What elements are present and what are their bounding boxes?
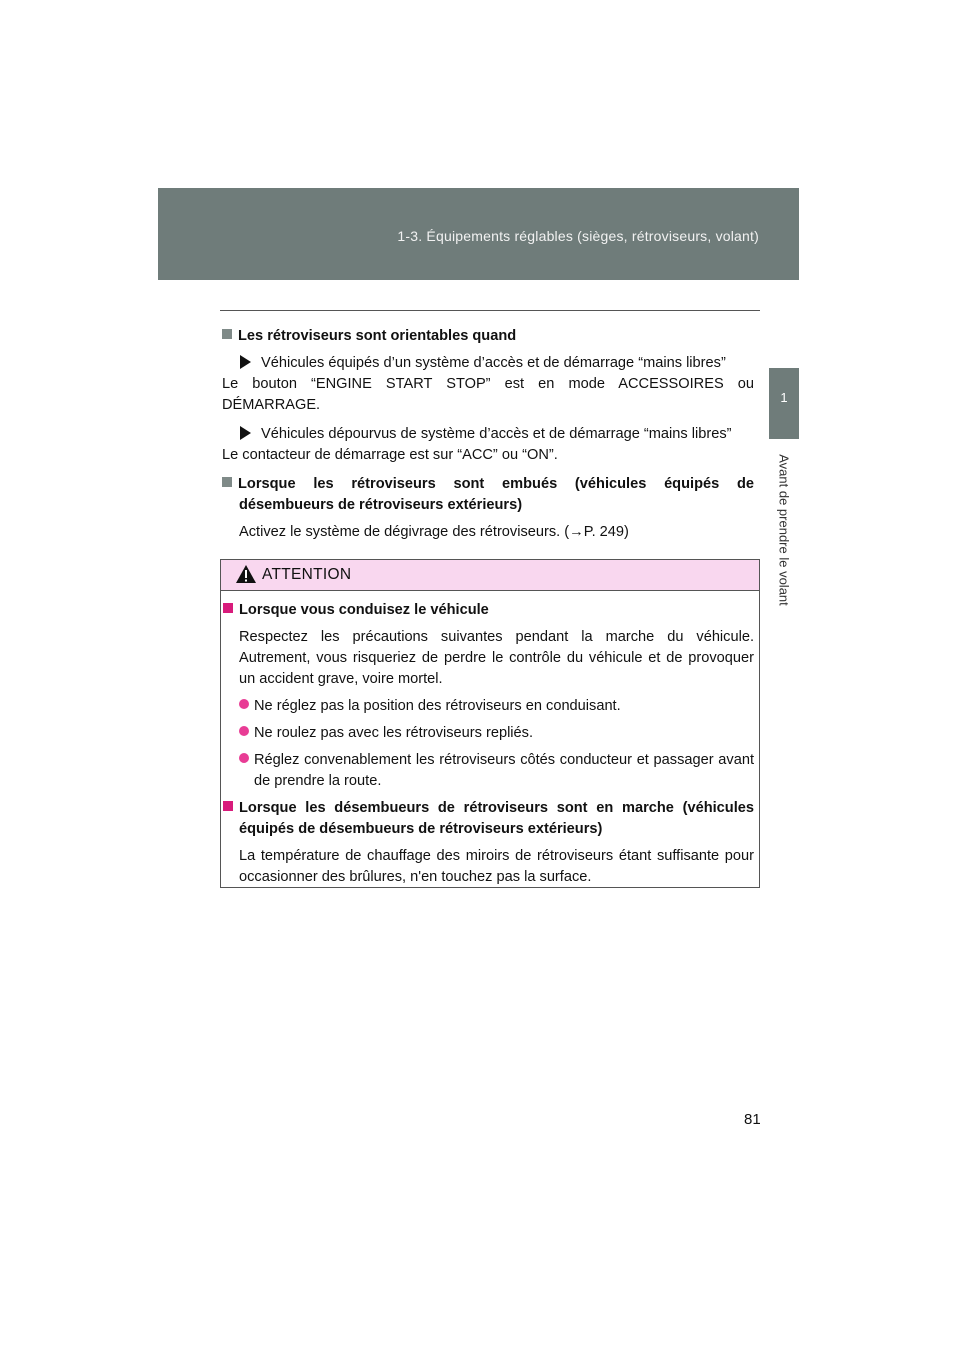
dot-bullet-icon: [239, 699, 249, 709]
attention-block1-text: Respectez les précautions suivantes pendant la marche du véhicule. Autrement, vous risqueriez de perdre le contrôle du véhicule et de provoquer un accident grave, voire mortel.: [239, 629, 754, 687]
section2-text: Activez le système de dégivrage des rétroviseurs. (→P. 249): [239, 524, 629, 540]
chapter-number: 1: [780, 390, 788, 405]
chapter-title: Avant de prendre le volant: [776, 454, 792, 606]
item2-label: Véhicules dépourvus de système d’accès et de démarrage “mains libres”: [222, 424, 754, 445]
divider: [220, 310, 760, 311]
attention-bullet: Réglez convenablement les rétroviseurs côtés conducteur et passager avant de prendre la route.: [223, 750, 754, 792]
triangle-bullet-icon: [240, 355, 251, 369]
dot-bullet-icon: [239, 726, 249, 736]
attention-body: [223, 600, 754, 894]
attention-bullet: Ne réglez pas la position des rétroviseurs en conduisant.: [223, 696, 754, 717]
attention-block2-heading: Lorsque les désembueurs de rétroviseurs sont en marche (véhicules équipés de désembueurs de rétroviseurs extérieurs): [223, 798, 754, 840]
item1-label: Véhicules équipés d’un système d’accès et de démarrage “mains libres”: [222, 353, 754, 374]
triangle-bullet-icon: [240, 426, 251, 440]
section1-heading: Les rétroviseurs sont orientables quand: [222, 326, 754, 347]
attention-header: [221, 560, 759, 591]
attention-block2-text: La température de chauffage des miroirs de rétroviseurs étant suffisante pour occasionner des brûlures, n'en touchez pas la surface.: [239, 848, 754, 885]
section-title: 1-3. Équipements réglables (sièges, rétroviseurs, volant): [397, 228, 759, 244]
square-bullet-icon: [222, 477, 232, 487]
chapter-tab: [769, 368, 799, 439]
square-bullet-icon: [223, 801, 233, 811]
attention-block1-heading: Lorsque vous conduisez le véhicule: [223, 600, 754, 621]
square-bullet-icon: [222, 329, 232, 339]
header-band: [158, 188, 799, 280]
item1-text: Le bouton “ENGINE START STOP” est en mode ACCESSOIRES ou DÉMARRAGE.: [222, 376, 754, 413]
warning-icon: [235, 564, 257, 584]
section2-heading: Lorsque les rétroviseurs sont embués (véhicules équipés de désembueurs de rétroviseurs extérieurs): [222, 474, 754, 516]
attention-title: ATTENTION: [262, 566, 352, 583]
dot-bullet-icon: [239, 753, 249, 763]
item2-text: Le contacteur de démarrage est sur “ACC” ou “ON”.: [222, 447, 558, 463]
main-content: [222, 326, 754, 551]
page-number: 81: [744, 1111, 761, 1128]
attention-box: [220, 559, 760, 888]
attention-bullet: Ne roulez pas avec les rétroviseurs repliés.: [223, 723, 754, 744]
square-bullet-icon: [223, 603, 233, 613]
